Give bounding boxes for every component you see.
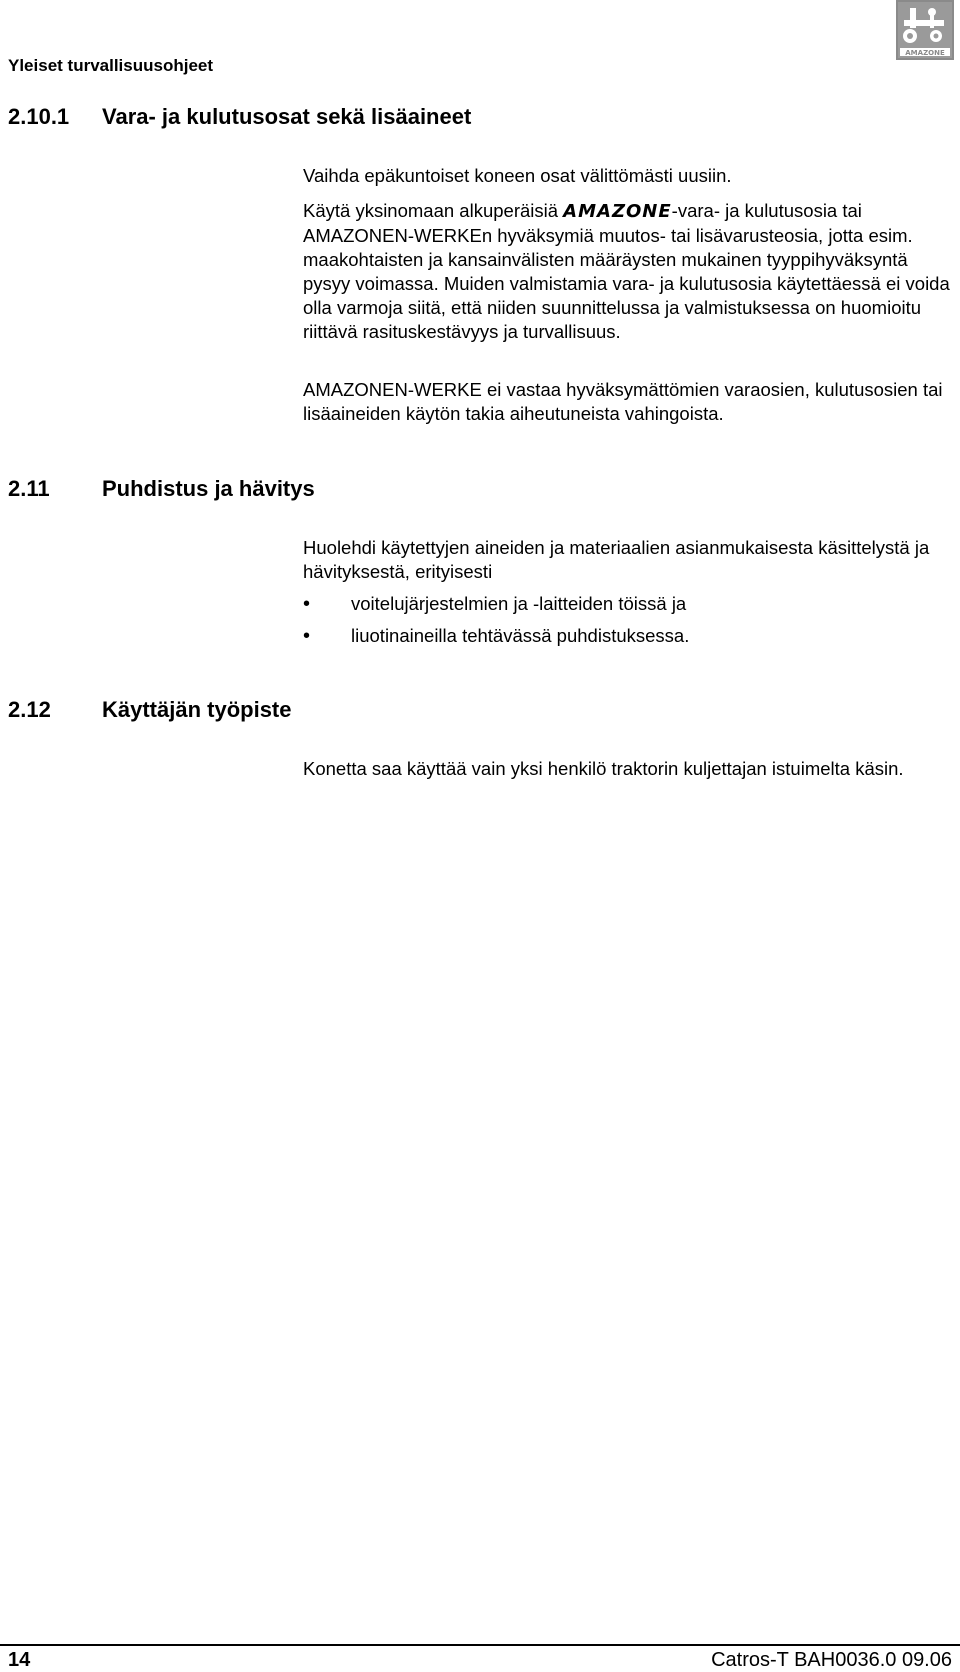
amazone-logo (896, 0, 954, 60)
section-title: Vara- ja kulutusosat sekä lisäaineet (102, 104, 472, 129)
section-heading-2-11 (8, 476, 315, 502)
page-number: 14 (8, 1649, 31, 1671)
section-heading-2-12 (8, 697, 292, 723)
svg-text:AMAZONE: AMAZONE (905, 49, 945, 57)
list-item (303, 592, 686, 616)
paragraph-liability: AMAZONEN-WERKE ei vastaa hyväksymättömien varaosien, kulutusosien tai lisäaineiden käytön takia aiheutuneista vahingoista. (303, 379, 943, 424)
bullet-icon: • (303, 593, 311, 615)
section-number: 2.12 (8, 697, 51, 722)
list-item (303, 624, 689, 648)
document-reference: Catros-T BAH0036.0 09.06 (711, 1649, 952, 1671)
paragraph-original-parts (303, 199, 953, 344)
paragraph-text-before: Käytä yksinomaan alkuperäisiä (303, 200, 559, 221)
footer-divider (0, 1644, 960, 1646)
section-number: 2.11 (8, 476, 50, 501)
section-title: Puhdistus ja hävitys (102, 476, 315, 501)
amazone-brand-wordmark: AMAZONE (563, 201, 672, 222)
section-number: 2.10.1 (8, 104, 70, 129)
section-title: Käyttäjän työpiste (102, 697, 292, 722)
list-item-text: voitelujärjestelmien ja -laitteiden töissä ja (351, 593, 687, 614)
bullet-icon: • (303, 625, 311, 647)
paragraph-replace-parts: Vaihda epäkuntoiset koneen osat välittömästi uusiin. (303, 165, 732, 186)
page-header-title: Yleiset turvallisuusohjeet (8, 56, 214, 75)
paragraph-disposal: Huolehdi käytettyjen aineiden ja materiaalien asianmukaisesta käsittelystä ja hävityksestä, erityisesti (303, 537, 930, 582)
list-item-text: liuotinaineilla tehtävässä puhdistuksessa. (351, 625, 690, 646)
paragraph-workplace: Konetta saa käyttää vain yksi henkilö traktorin kuljettajan istuimelta käsin. (303, 758, 904, 779)
paragraph-text-after: -vara- ja kulutusosia tai AMAZONEN-WERKEn hyväksymiä muutos- tai lisävarusteosia, jotta esim. maakohtaisten ja kansainvälisten määräysten mukainen tyyppihyväksyntä pysyy voimassa. Muiden valmistamia vara- ja kulutusosia käytettäessä ei voida olla varmoja siitä, että niiden suunnittelussa ja valmistuksessa on huomioitu riittävä rasituskestävyys ja turvallisuus. (303, 200, 950, 342)
section-heading-2-10-1 (8, 104, 471, 130)
